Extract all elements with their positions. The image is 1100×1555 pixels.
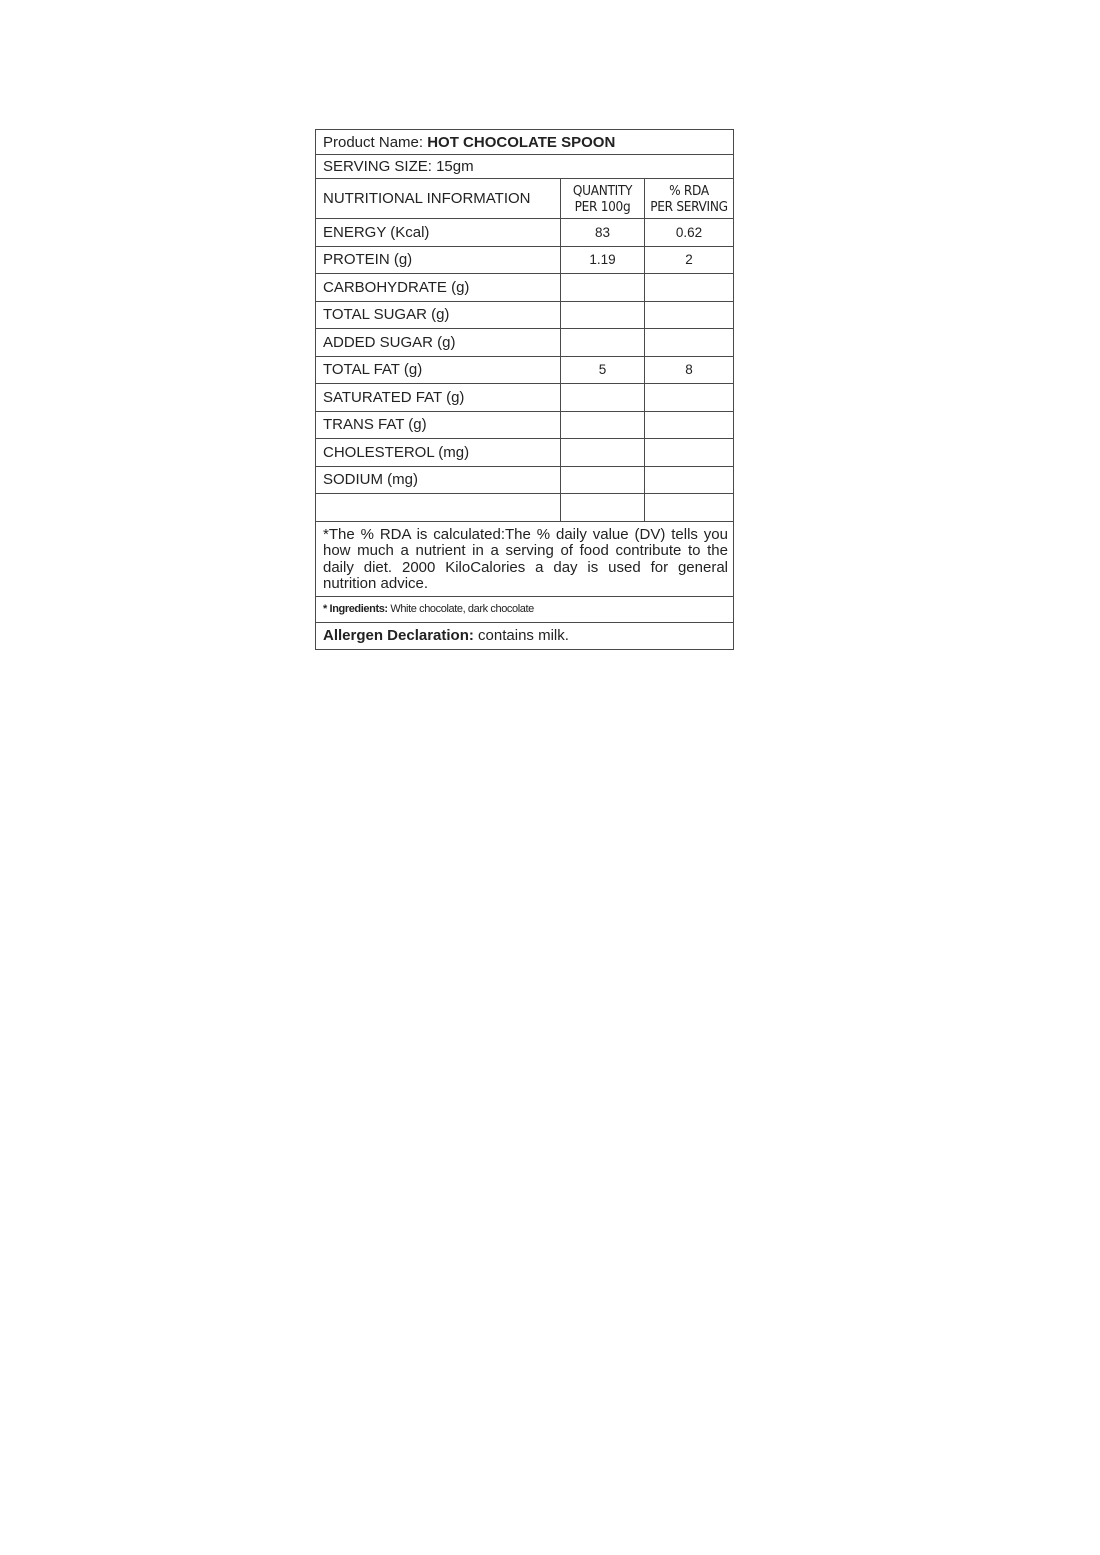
serving-size-row xyxy=(316,155,733,179)
rda-header-line2: PER SERVING xyxy=(650,198,728,215)
table-row xyxy=(316,247,733,275)
allergen-label: Allergen Declaration: xyxy=(323,627,474,644)
ingredients-label: * Ingredients: xyxy=(323,603,388,615)
nutrient-rda xyxy=(644,329,733,356)
rda-header xyxy=(644,179,733,218)
nutrient-name: TOTAL SUGAR (g) xyxy=(323,306,450,324)
nutrient-rda xyxy=(644,302,733,329)
table-row-empty xyxy=(316,494,733,522)
nutrient-rda xyxy=(644,274,733,301)
nutrient-quantity xyxy=(560,274,644,301)
table-row xyxy=(316,274,733,302)
nutrient-quantity xyxy=(560,467,644,494)
rda-note: *The % RDA is calculated:The % daily value (DV) tells you how much a nutrient in a serving of food contribute to the daily diet. 2000 KiloCalories a day is used for general nutrition advice. xyxy=(316,522,733,597)
rda-header-line1: % RDA xyxy=(669,182,709,199)
table-row xyxy=(316,384,733,412)
nutrient-rda: 8 xyxy=(644,357,733,384)
nutrient-name: PROTEIN (g) xyxy=(323,251,413,269)
table-row xyxy=(316,467,733,495)
product-name-label: Product Name: xyxy=(323,133,424,151)
table-row xyxy=(316,357,733,385)
nutrient-name: SATURATED FAT (g) xyxy=(323,388,465,406)
nutrient-quantity: 83 xyxy=(560,219,644,246)
nutrient-name: ENERGY (Kcal) xyxy=(323,223,430,241)
table-row xyxy=(316,302,733,330)
nutrition-label xyxy=(315,129,734,650)
quantity-header xyxy=(560,179,644,218)
nutrient-rda xyxy=(644,467,733,494)
quantity-header-line2: PER 100g xyxy=(574,198,631,215)
table-row xyxy=(316,219,733,247)
nutrient-name: TOTAL FAT (g) xyxy=(323,361,423,379)
nutrient-quantity xyxy=(560,302,644,329)
ingredients-row xyxy=(316,597,733,623)
nutrient-quantity xyxy=(560,329,644,356)
quantity-header-line1: QUANTITY xyxy=(572,182,633,199)
nutrient-quantity xyxy=(560,439,644,466)
nutrient-name: TRANS FAT (g) xyxy=(323,416,427,434)
product-name-row xyxy=(316,130,733,155)
nutrient-quantity xyxy=(560,412,644,439)
table-row xyxy=(316,439,733,467)
allergen-row xyxy=(316,623,733,649)
nutrient-rda xyxy=(644,494,733,521)
product-name-value: HOT CHOCOLATE SPOON xyxy=(427,133,616,151)
table-row xyxy=(316,412,733,440)
table-header-row xyxy=(316,179,733,219)
table-row xyxy=(316,329,733,357)
ingredients-text: White chocolate, dark chocolate xyxy=(390,603,534,615)
nutrient-name: ADDED SUGAR (g) xyxy=(323,333,456,351)
nutrient-rda xyxy=(644,384,733,411)
nutrient-rda: 2 xyxy=(644,247,733,274)
nutrient-rda: 0.62 xyxy=(644,219,733,246)
nutrient-quantity xyxy=(560,494,644,521)
nutrient-quantity: 5 xyxy=(560,357,644,384)
nutrient-rda xyxy=(644,439,733,466)
nutrient-quantity xyxy=(560,384,644,411)
nutrient-name: CHOLESTEROL (mg) xyxy=(323,443,470,461)
nutrient-name: SODIUM (mg) xyxy=(323,471,418,489)
nutrient-rda xyxy=(644,412,733,439)
nutritional-info-header: NUTRITIONAL INFORMATION xyxy=(323,190,531,207)
serving-size-text: SERVING SIZE: 15gm xyxy=(323,158,474,175)
nutrient-quantity: 1.19 xyxy=(560,247,644,274)
allergen-text: contains milk. xyxy=(478,627,569,644)
nutrient-name xyxy=(316,494,560,521)
nutrient-name: CARBOHYDRATE (g) xyxy=(323,278,470,296)
